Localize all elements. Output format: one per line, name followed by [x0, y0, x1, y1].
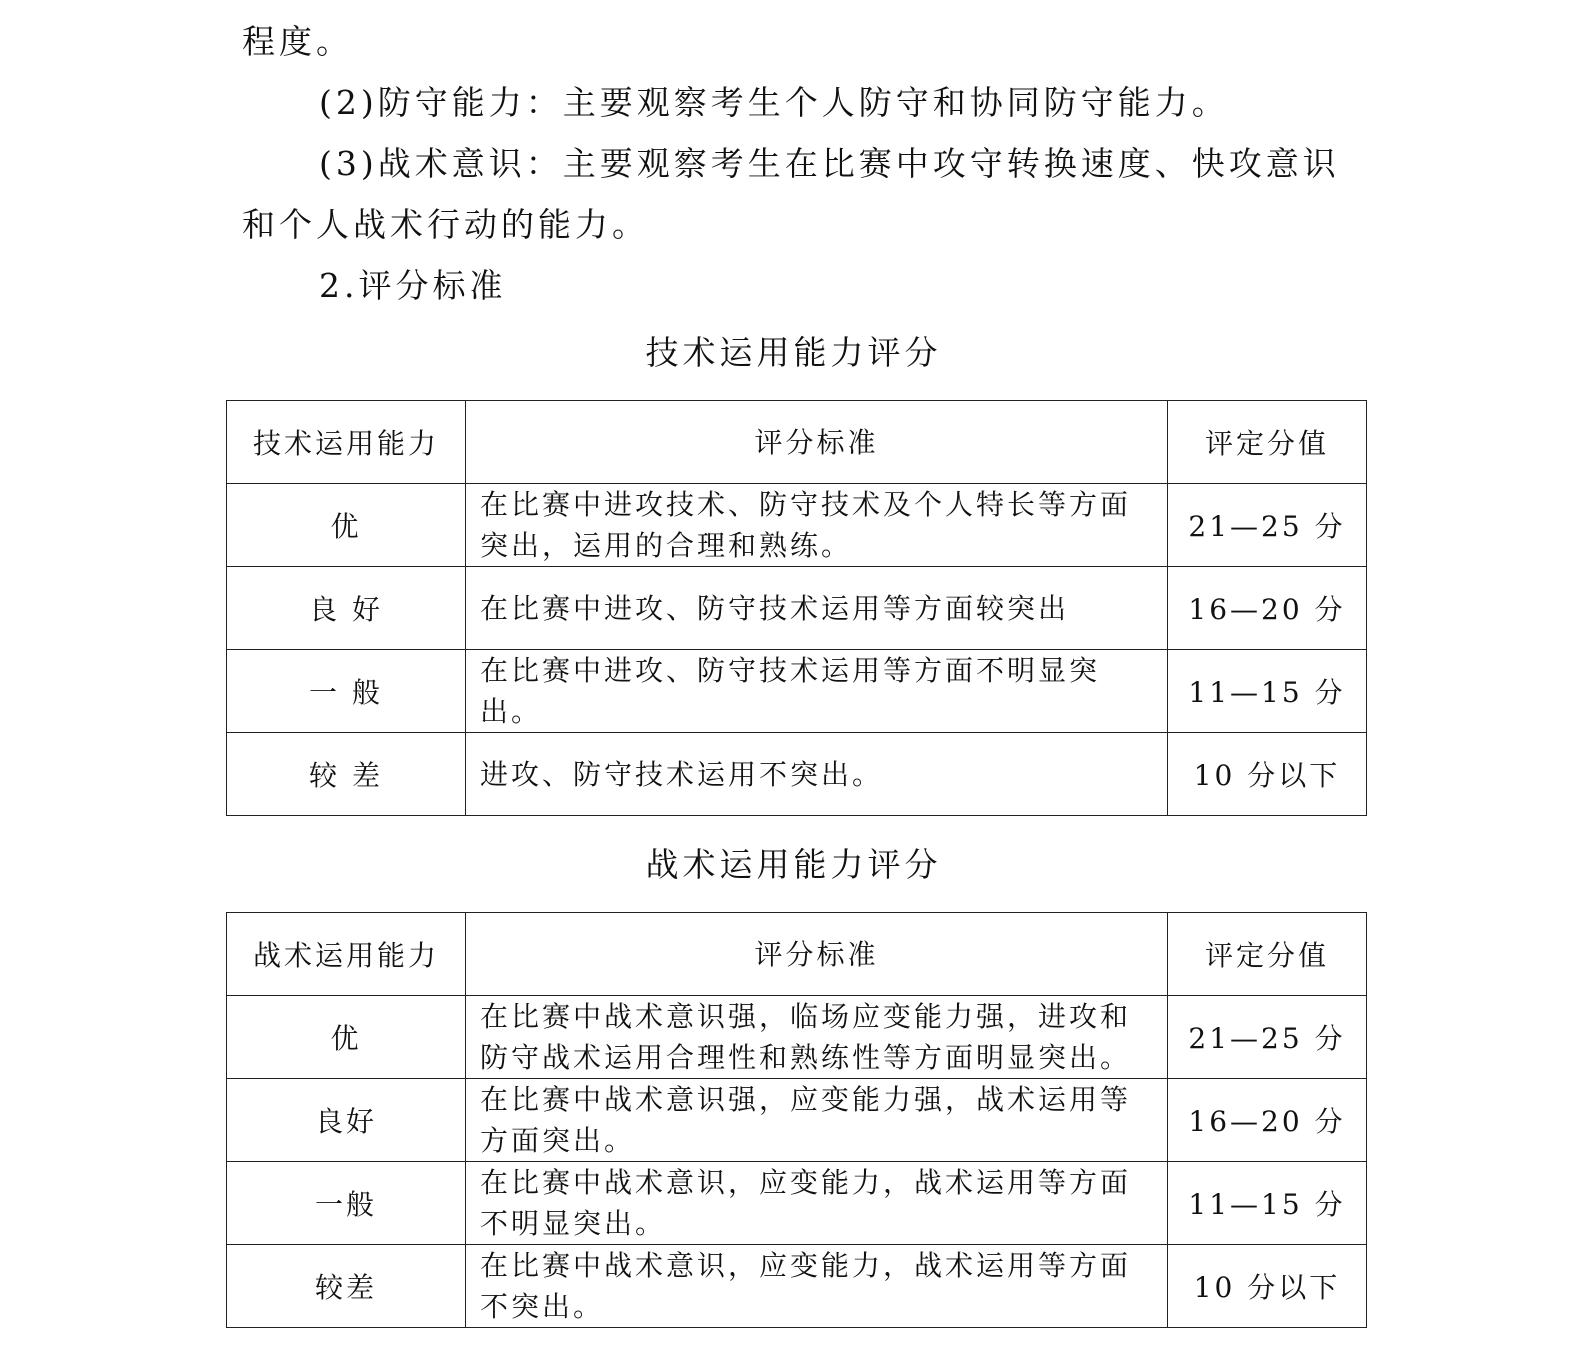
- header-cell: 评分标准: [466, 913, 1168, 996]
- criteria-cell: 在比赛中进攻、防守技术运用等方面较突出: [466, 567, 1168, 650]
- table-row: [227, 996, 1367, 1079]
- level-cell: 良 好: [227, 567, 466, 650]
- tactic-score-table: [226, 912, 1367, 1328]
- section-heading-scoring: 2.评分标准: [319, 266, 507, 305]
- table-row: [227, 1079, 1367, 1162]
- score-cell: 11—15 分: [1168, 650, 1367, 733]
- paragraph-tactics-line1: (3)战术意识：主要观察考生在比赛中攻守转换速度、快攻意识: [319, 144, 1340, 183]
- header-cell: 评定分值: [1168, 401, 1367, 484]
- tech-score-table: [226, 400, 1367, 816]
- level-cell: 优: [227, 484, 466, 567]
- score-cell: 16—20 分: [1168, 567, 1367, 650]
- score-cell: 10 分以下: [1168, 1245, 1367, 1328]
- header-cell: 评定分值: [1168, 913, 1367, 996]
- table-row: [227, 650, 1367, 733]
- table-row: [227, 567, 1367, 650]
- criteria-cell: 在比赛中战术意识，应变能力，战术运用等方面不明显突出。: [466, 1162, 1168, 1245]
- level-cell: 良好: [227, 1079, 466, 1162]
- paragraph-fragment: 程度。: [242, 22, 353, 61]
- criteria-cell: 在比赛中战术意识，应变能力，战术运用等方面不突出。: [466, 1245, 1168, 1328]
- tactic-table-title: 战术运用能力评分: [645, 845, 942, 884]
- criteria-cell: 在比赛中进攻、防守技术运用等方面不明显突出。: [466, 650, 1168, 733]
- paragraph-tactics-line2: 和个人战术行动的能力。: [242, 205, 649, 244]
- tech-table-title: 技术运用能力评分: [645, 333, 942, 372]
- table-row: [227, 1245, 1367, 1328]
- score-cell: 16—20 分: [1168, 1079, 1367, 1162]
- table-header-row: [227, 401, 1367, 484]
- level-cell: 优: [227, 996, 466, 1079]
- table-row: [227, 733, 1367, 816]
- criteria-cell: 在比赛中战术意识强，临场应变能力强，进攻和防守战术运用合理性和熟练性等方面明显突出。: [466, 996, 1168, 1079]
- header-cell: 评分标准: [466, 401, 1168, 484]
- header-cell: 战术运用能力: [227, 913, 466, 996]
- table-row: [227, 1162, 1367, 1245]
- table-header-row: [227, 913, 1367, 996]
- paragraph-defense: (2)防守能力：主要观察考生个人防守和协同防守能力。: [319, 83, 1229, 122]
- score-cell: 11—15 分: [1168, 1162, 1367, 1245]
- header-cell: 技术运用能力: [227, 401, 466, 484]
- table-row: [227, 484, 1367, 567]
- criteria-cell: 在比赛中战术意识强，应变能力强，战术运用等方面突出。: [466, 1079, 1168, 1162]
- level-cell: 较差: [227, 1245, 466, 1328]
- score-cell: 21—25 分: [1168, 484, 1367, 567]
- level-cell: 一般: [227, 1162, 466, 1245]
- score-cell: 10 分以下: [1168, 733, 1367, 816]
- criteria-cell: 在比赛中进攻技术、防守技术及个人特长等方面突出，运用的合理和熟练。: [466, 484, 1168, 567]
- level-cell: 一 般: [227, 650, 466, 733]
- score-cell: 21—25 分: [1168, 996, 1367, 1079]
- criteria-cell: 进攻、防守技术运用不突出。: [466, 733, 1168, 816]
- level-cell: 较 差: [227, 733, 466, 816]
